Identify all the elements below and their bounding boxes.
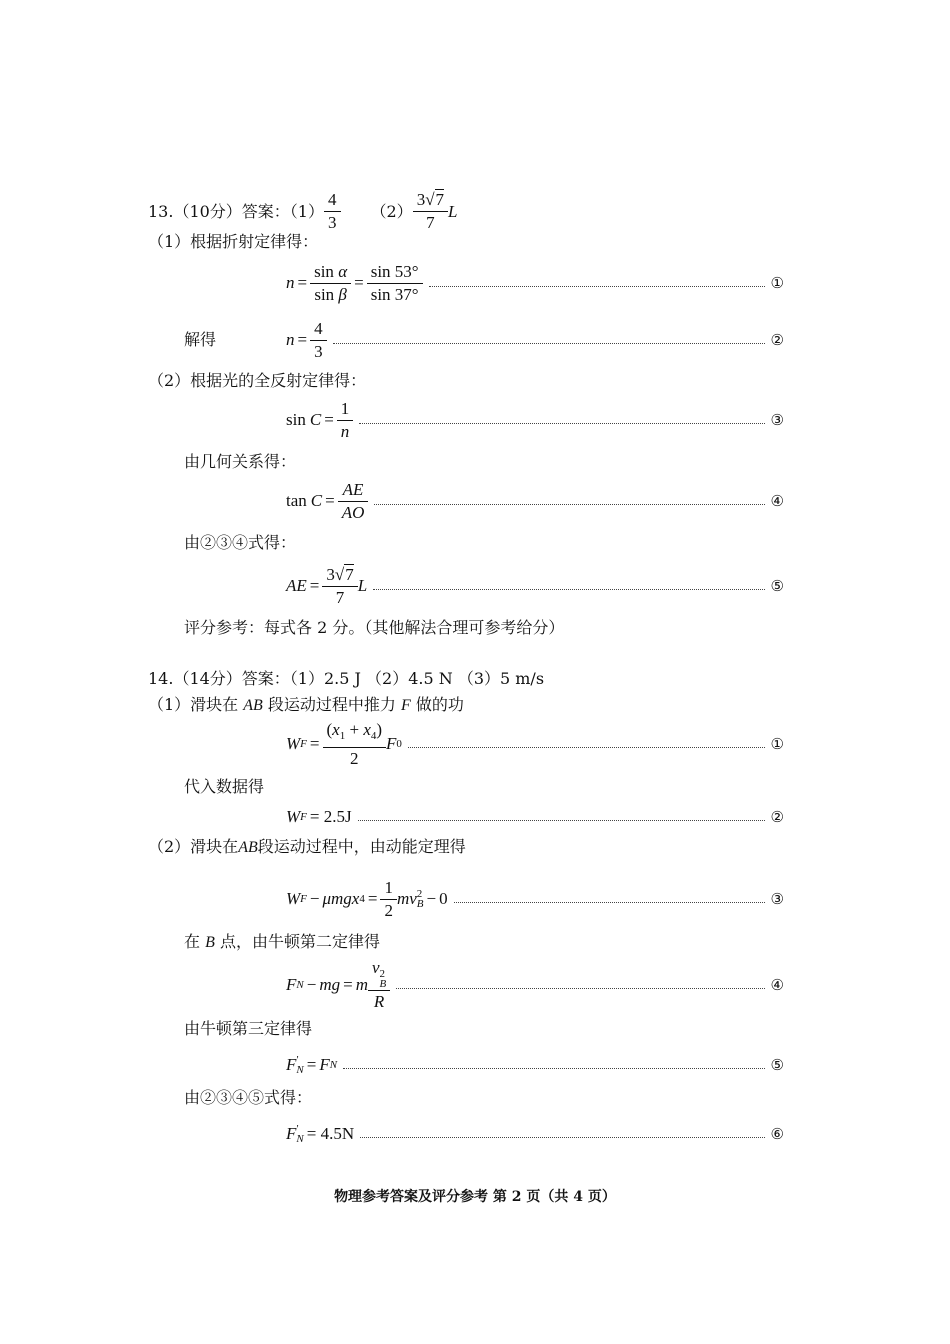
q14-eq1-leader [408, 747, 765, 748]
page-footer: 物理参考答案及评分参考 第 2 页（共 4 页） [334, 1189, 616, 1205]
q13-eq3-number: ③ [770, 411, 784, 429]
q13-answer2: $\frac{3√7}{7}$ [415, 190, 446, 233]
q14-pointB-b: B [205, 934, 215, 951]
q14-header: 14.（14分）答案：（1）2.5 J （2）4.5 N （3）5 m/s [148, 669, 545, 688]
q13-eq2: n = $\frac{4}{3}$ ② [286, 318, 784, 361]
q14-part2-pre: （2）滑块在 [148, 837, 239, 856]
q14-eq2-number: ② [770, 808, 784, 826]
q14-part1-f: F [401, 697, 411, 714]
q14-eq4-number: ④ [770, 976, 784, 994]
q13-eq4-number: ④ [770, 492, 784, 510]
q14-eq2-value: = 2.5J [309, 807, 352, 826]
q14-part1-mid: 段运动过程中推力 [262, 695, 402, 714]
q13-part2-title: （2）根据光的全反射定律得： [148, 371, 367, 390]
q13-answer2-coef: 3 [416, 190, 426, 209]
q13-eq4-leader [374, 504, 764, 505]
q14-part1-pre: （1）滑块在 [148, 695, 244, 714]
q14-eq4-leader [396, 988, 764, 989]
q14-pointB-pre: 在 [184, 932, 206, 951]
q13-eq1-leader [429, 286, 765, 287]
q13-answer2-label: （2） [370, 201, 413, 221]
q14-eq6-number: ⑥ [770, 1125, 784, 1143]
q14-eq4: F N − mg = m v 2 B R ④ [286, 958, 784, 1011]
q14-eq5-leader [343, 1068, 764, 1069]
q14-eq1: W F = $\frac{(x_1 + x_4)}{2}$ F 0 ① [286, 719, 784, 768]
q13-eq5: AE = $\frac{3√7}{7}$ L ⑤ [286, 564, 784, 607]
q13-scoring-note: 评分参考：每式各 2 分。（其他解法合理可参考给分） [184, 618, 565, 637]
q14-pointB-post: 点，由牛顿第二定律得 [214, 932, 380, 951]
q14-substitute-label: 代入数据得 [184, 777, 265, 796]
q14-eq3: W F − μmgx 4 = $\frac{1}{2}$ mv 2 B − 0 ③ [286, 877, 784, 920]
q13-combine-label: 由②③④式得： [184, 533, 297, 552]
q14-newton3-label: 由牛顿第三定律得 [184, 1019, 313, 1038]
q13-answer2-den: 7 [413, 211, 448, 233]
q13-geo-label: 由几何关系得： [184, 452, 297, 471]
q13-header-text: 13.（10分）答案：（1） [148, 201, 324, 221]
q13-eq3-leader [359, 423, 764, 424]
q13-eq1-number: ① [770, 274, 784, 292]
q13-eq3: sin C = $\frac{1}{n}$ ③ [286, 398, 784, 441]
q13-answer2-var: L [448, 201, 458, 221]
q14-part2-title [148, 837, 466, 858]
q13-eq2-leader [333, 343, 765, 344]
q13-header [148, 190, 458, 233]
q14-eq6-value: = 4.5N [306, 1124, 355, 1143]
q14-eq5-number: ⑤ [770, 1056, 784, 1074]
q14-eq1-number: ① [770, 735, 784, 753]
q14-eq6-leader [360, 1137, 764, 1138]
q13-eq5-leader [373, 589, 764, 590]
q14-eq3-leader [454, 902, 765, 903]
q13-answer1-den: 3 [324, 211, 341, 233]
q14-part2-ab: AB [238, 839, 258, 856]
q14-pointB-label [184, 932, 380, 953]
q13-part1-title: （1）根据折射定律得： [148, 232, 319, 251]
q13-answer1 [326, 190, 339, 233]
q13-answer2-rad: 7 [435, 190, 445, 209]
q14-eq6: F ′ N = 4.5N ⑥ [286, 1123, 784, 1145]
q14-combine-label: 由②③④⑤式得： [184, 1088, 313, 1107]
q14-part1-title [148, 695, 464, 716]
q13-eq2-number: ② [770, 331, 784, 349]
q13-solve-label: 解得 [184, 330, 217, 349]
q14-eq5: F ′ N = F N ⑤ [286, 1054, 784, 1076]
q14-part1-post: 做的功 [410, 695, 464, 714]
q13-eq1: n = $\frac{\text{sin α}}{\text{sin β}}$ = $\frac{\sin 53^\circ}{\sin 37^\circ}$ ① [286, 261, 784, 304]
q14-eq2: W F = 2.5J ② [286, 807, 784, 826]
q14-eq2-leader [358, 820, 765, 821]
q13-answer1-num: 4 [328, 190, 337, 209]
q14-eq3-number: ③ [770, 890, 784, 908]
q13-eq5-number: ⑤ [770, 577, 784, 595]
q14-part1-ab: AB [243, 697, 263, 714]
q14-part2-post: 段运动过程中，由动能定理得 [257, 837, 466, 856]
q13-eq4: tan C = $\frac{AE}{AO}$ ④ [286, 479, 784, 522]
